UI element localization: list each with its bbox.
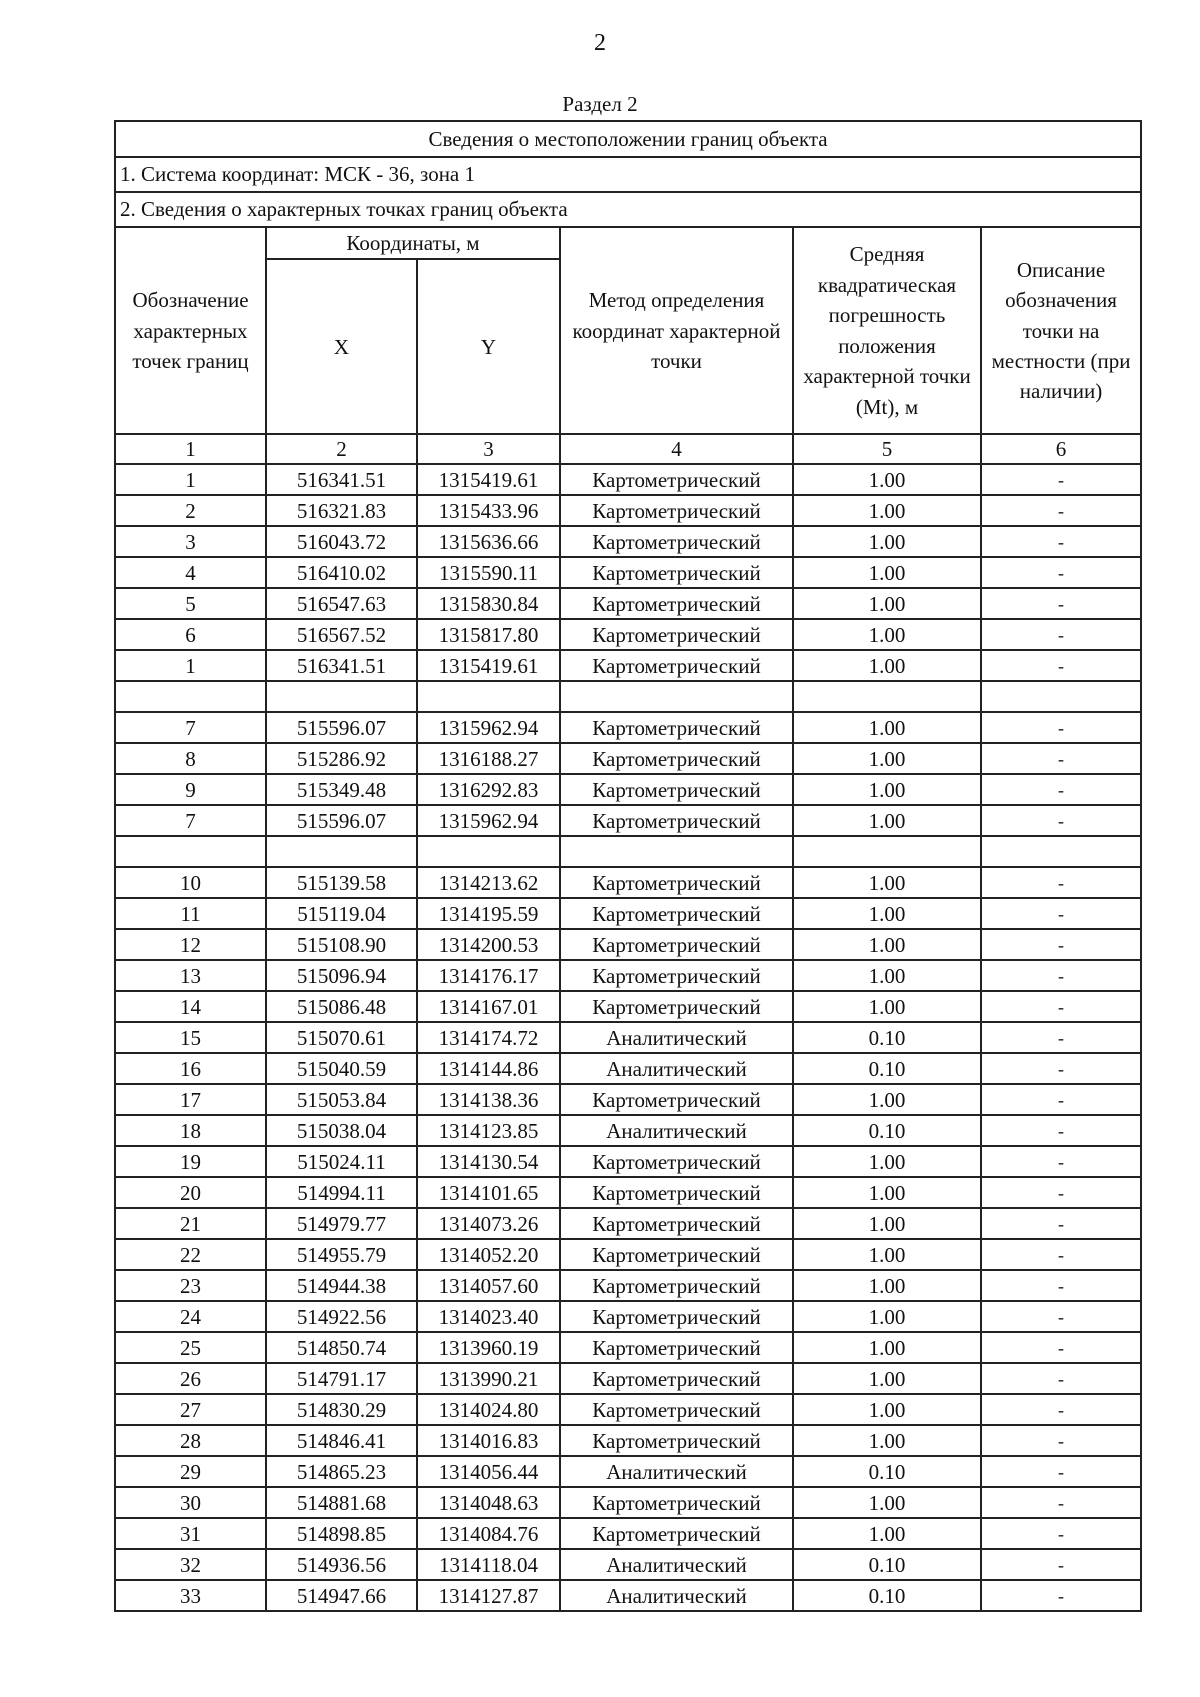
error-mt: 1.00 (793, 898, 981, 929)
description: - (981, 1518, 1141, 1549)
coord-y: 1315830.84 (417, 588, 560, 619)
description: - (981, 1425, 1141, 1456)
coord-x: 514922.56 (266, 1301, 417, 1332)
method: Картометрический (560, 1394, 793, 1425)
error-mt: 1.00 (793, 557, 981, 588)
coord-y: 1314130.54 (417, 1146, 560, 1177)
method: Аналитический (560, 1580, 793, 1611)
error-mt: 1.00 (793, 805, 981, 836)
description: - (981, 1239, 1141, 1270)
table-row (115, 495, 1141, 526)
table-row (115, 1053, 1141, 1084)
point-id: 8 (115, 743, 266, 774)
table-row (115, 588, 1141, 619)
coord-y: 1314057.60 (417, 1270, 560, 1301)
coord-x: 515070.61 (266, 1022, 417, 1053)
coord-x: 515286.92 (266, 743, 417, 774)
points-section-row (115, 192, 1141, 227)
description: - (981, 1456, 1141, 1487)
point-id: 17 (115, 1084, 266, 1115)
coord-x: 514947.66 (266, 1580, 417, 1611)
description: - (981, 1580, 1141, 1611)
error-mt: 1.00 (793, 495, 981, 526)
table-row (115, 960, 1141, 991)
method: Картометрический (560, 712, 793, 743)
method: Картометрический (560, 588, 793, 619)
coord-x: 516043.72 (266, 526, 417, 557)
method: Картометрический (560, 898, 793, 929)
coord-y: 1316188.27 (417, 743, 560, 774)
point-id: 27 (115, 1394, 266, 1425)
coord-y: 1314084.76 (417, 1518, 560, 1549)
table-row (115, 929, 1141, 960)
method: Картометрический (560, 1518, 793, 1549)
coord-x: 515139.58 (266, 867, 417, 898)
description: - (981, 929, 1141, 960)
coord-y: 1313960.19 (417, 1332, 560, 1363)
table-row (115, 1177, 1141, 1208)
method: Картометрический (560, 495, 793, 526)
table-row (115, 1332, 1141, 1363)
description: - (981, 1146, 1141, 1177)
error-mt: 0.10 (793, 1549, 981, 1580)
coord-y: 1314127.87 (417, 1580, 560, 1611)
coord-x: 516410.02 (266, 557, 417, 588)
header-method: Метод определения координат характерной точки (560, 227, 793, 434)
coord-y: 1315433.96 (417, 495, 560, 526)
description: - (981, 650, 1141, 681)
point-id: 29 (115, 1456, 266, 1487)
table-row (115, 557, 1141, 588)
point-id: 7 (115, 712, 266, 743)
coord-x: 515596.07 (266, 805, 417, 836)
description: - (981, 1332, 1141, 1363)
coord-y: 1314101.65 (417, 1177, 560, 1208)
coord-x: 514979.77 (266, 1208, 417, 1239)
error-mt: 1.00 (793, 1084, 981, 1115)
point-id: 9 (115, 774, 266, 805)
error-mt: 1.00 (793, 526, 981, 557)
column-number: 2 (266, 434, 417, 464)
point-id: 1 (115, 464, 266, 495)
method: Аналитический (560, 1456, 793, 1487)
coord-y: 1314073.26 (417, 1208, 560, 1239)
point-id: 3 (115, 526, 266, 557)
table-row (115, 1363, 1141, 1394)
page-number: 2 (594, 30, 606, 56)
table-row (115, 1456, 1141, 1487)
error-mt: 1.00 (793, 1208, 981, 1239)
column-number: 6 (981, 434, 1141, 464)
coord-x: 514994.11 (266, 1177, 417, 1208)
coord-y: 1313990.21 (417, 1363, 560, 1394)
coord-x: 514846.41 (266, 1425, 417, 1456)
table-row (115, 619, 1141, 650)
description: - (981, 557, 1141, 588)
coord-x: 515024.11 (266, 1146, 417, 1177)
table-row (115, 1518, 1141, 1549)
description: - (981, 1053, 1141, 1084)
table-row (115, 1022, 1141, 1053)
method: Картометрический (560, 867, 793, 898)
point-id: 10 (115, 867, 266, 898)
coord-x: 516341.51 (266, 464, 417, 495)
method: Картометрический (560, 774, 793, 805)
description: - (981, 464, 1141, 495)
error-mt: 1.00 (793, 1146, 981, 1177)
coord-x: 515038.04 (266, 1115, 417, 1146)
table-row (115, 1270, 1141, 1301)
table-row (115, 867, 1141, 898)
header-row-1 (115, 227, 1141, 259)
coord-x: 516341.51 (266, 650, 417, 681)
coord-x: 515040.59 (266, 1053, 417, 1084)
method: Аналитический (560, 1549, 793, 1580)
description: - (981, 526, 1141, 557)
coord-system: 1. Система координат: МСК - 36, зона 1 (115, 157, 1141, 192)
point-id: 24 (115, 1301, 266, 1332)
method: Картометрический (560, 1208, 793, 1239)
header-description: Описание обозначения точки на местности (при наличии) (981, 227, 1141, 434)
description: - (981, 1363, 1141, 1394)
description: - (981, 1270, 1141, 1301)
table-row (115, 1394, 1141, 1425)
description: - (981, 1301, 1141, 1332)
description: - (981, 960, 1141, 991)
description (981, 836, 1141, 867)
coord-x: 514830.29 (266, 1394, 417, 1425)
coord-x: 514881.68 (266, 1487, 417, 1518)
error-mt: 1.00 (793, 1270, 981, 1301)
description: - (981, 774, 1141, 805)
header-coords: Координаты, м (266, 227, 560, 259)
method: Картометрический (560, 960, 793, 991)
error-mt: 1.00 (793, 1301, 981, 1332)
coord-x: 514944.38 (266, 1270, 417, 1301)
point-id: 1 (115, 650, 266, 681)
point-id: 5 (115, 588, 266, 619)
method: Картометрический (560, 805, 793, 836)
point-id: 13 (115, 960, 266, 991)
description: - (981, 1022, 1141, 1053)
error-mt: 1.00 (793, 712, 981, 743)
description: - (981, 743, 1141, 774)
point-id: 18 (115, 1115, 266, 1146)
method: Картометрический (560, 1146, 793, 1177)
table-row (115, 991, 1141, 1022)
point-id: 20 (115, 1177, 266, 1208)
error-mt: 0.10 (793, 1115, 981, 1146)
coord-y: 1314200.53 (417, 929, 560, 960)
coord-x: 514955.79 (266, 1239, 417, 1270)
coord-x (266, 836, 417, 867)
table-row (115, 1487, 1141, 1518)
coord-x: 515096.94 (266, 960, 417, 991)
point-id: 28 (115, 1425, 266, 1456)
header-y: Y (417, 259, 560, 434)
coord-x: 514865.23 (266, 1456, 417, 1487)
error-mt (793, 836, 981, 867)
error-mt: 1.00 (793, 1487, 981, 1518)
description: - (981, 712, 1141, 743)
description: - (981, 588, 1141, 619)
method: Картометрический (560, 929, 793, 960)
column-numbers-row (115, 434, 1141, 464)
error-mt: 0.10 (793, 1053, 981, 1084)
method: Картометрический (560, 991, 793, 1022)
table-row (115, 1084, 1141, 1115)
method: Картометрический (560, 619, 793, 650)
method: Картометрический (560, 526, 793, 557)
table-row (115, 805, 1141, 836)
point-id: 25 (115, 1332, 266, 1363)
error-mt: 1.00 (793, 1332, 981, 1363)
coord-x: 514850.74 (266, 1332, 417, 1363)
table-row (115, 743, 1141, 774)
coord-y: 1314118.04 (417, 1549, 560, 1580)
error-mt: 1.00 (793, 588, 981, 619)
coord-y: 1315590.11 (417, 557, 560, 588)
point-id: 7 (115, 805, 266, 836)
column-number: 4 (560, 434, 793, 464)
description: - (981, 1487, 1141, 1518)
method: Картометрический (560, 743, 793, 774)
error-mt: 1.00 (793, 650, 981, 681)
coord-y: 1314174.72 (417, 1022, 560, 1053)
error-mt: 1.00 (793, 991, 981, 1022)
description (981, 681, 1141, 712)
coord-y: 1315962.94 (417, 712, 560, 743)
point-id: 26 (115, 1363, 266, 1394)
coord-y: 1314048.63 (417, 1487, 560, 1518)
table-title-row (115, 121, 1141, 157)
error-mt: 1.00 (793, 1177, 981, 1208)
method: Картометрический (560, 1177, 793, 1208)
coord-y: 1314167.01 (417, 991, 560, 1022)
section-title: Раздел 2 (562, 92, 638, 116)
method: Аналитический (560, 1022, 793, 1053)
coord-x: 514898.85 (266, 1518, 417, 1549)
error-mt: 1.00 (793, 464, 981, 495)
table-row (115, 1115, 1141, 1146)
table-title: Сведения о местоположении границ объекта (115, 121, 1141, 157)
error-mt: 1.00 (793, 1394, 981, 1425)
description: - (981, 867, 1141, 898)
coord-x: 515349.48 (266, 774, 417, 805)
table-row (115, 526, 1141, 557)
coord-y: 1315419.61 (417, 650, 560, 681)
coord-x: 516321.83 (266, 495, 417, 526)
description: - (981, 619, 1141, 650)
error-mt: 1.00 (793, 774, 981, 805)
coord-y: 1315419.61 (417, 464, 560, 495)
method (560, 681, 793, 712)
method: Аналитический (560, 1053, 793, 1084)
table-row (115, 1146, 1141, 1177)
table-row (115, 464, 1141, 495)
coord-x: 515108.90 (266, 929, 417, 960)
coord-y: 1314195.59 (417, 898, 560, 929)
error-mt: 1.00 (793, 1425, 981, 1456)
point-id (115, 681, 266, 712)
coord-x: 514936.56 (266, 1549, 417, 1580)
coord-x: 515053.84 (266, 1084, 417, 1115)
method: Картометрический (560, 1270, 793, 1301)
description: - (981, 898, 1141, 929)
description: - (981, 495, 1141, 526)
point-id: 11 (115, 898, 266, 929)
coord-y: 1314123.85 (417, 1115, 560, 1146)
point-id: 2 (115, 495, 266, 526)
column-number: 1 (115, 434, 266, 464)
coord-x: 514791.17 (266, 1363, 417, 1394)
method: Картометрический (560, 1084, 793, 1115)
coord-x: 516547.63 (266, 588, 417, 619)
method: Картометрический (560, 1425, 793, 1456)
error-mt: 0.10 (793, 1456, 981, 1487)
error-mt: 1.00 (793, 619, 981, 650)
coord-y (417, 836, 560, 867)
error-mt: 1.00 (793, 1239, 981, 1270)
coord-x: 515086.48 (266, 991, 417, 1022)
error-mt: 1.00 (793, 929, 981, 960)
coord-x: 515596.07 (266, 712, 417, 743)
error-mt (793, 681, 981, 712)
column-number: 3 (417, 434, 560, 464)
coord-y: 1314016.83 (417, 1425, 560, 1456)
description: - (981, 1084, 1141, 1115)
column-number: 5 (793, 434, 981, 464)
table-row (115, 774, 1141, 805)
header-error: Средняя квадратическая погрешность положения характерной точки (Mt), м (793, 227, 981, 434)
header-designation: Обозначение характерных точек границ (115, 227, 266, 434)
coord-y: 1314056.44 (417, 1456, 560, 1487)
coord-y: 1314213.62 (417, 867, 560, 898)
coord-y: 1314023.40 (417, 1301, 560, 1332)
error-mt: 1.00 (793, 960, 981, 991)
coord-y: 1316292.83 (417, 774, 560, 805)
error-mt: 1.00 (793, 1518, 981, 1549)
point-id: 33 (115, 1580, 266, 1611)
point-id: 22 (115, 1239, 266, 1270)
table-row (115, 898, 1141, 929)
point-id: 31 (115, 1518, 266, 1549)
point-id: 4 (115, 557, 266, 588)
method: Картометрический (560, 1487, 793, 1518)
description: - (981, 805, 1141, 836)
table-row (115, 1301, 1141, 1332)
boundary-points-table (114, 120, 1142, 1612)
coord-y (417, 681, 560, 712)
description: - (981, 1115, 1141, 1146)
table-row (115, 836, 1141, 867)
table-row (115, 1208, 1141, 1239)
error-mt: 0.10 (793, 1580, 981, 1611)
table-row (115, 681, 1141, 712)
coord-y: 1314176.17 (417, 960, 560, 991)
table-row (115, 712, 1141, 743)
coord-x: 516567.52 (266, 619, 417, 650)
method: Картометрический (560, 1301, 793, 1332)
method: Картометрический (560, 557, 793, 588)
coord-y: 1314052.20 (417, 1239, 560, 1270)
coord-x (266, 681, 417, 712)
coord-y: 1314144.86 (417, 1053, 560, 1084)
table-row (115, 1425, 1141, 1456)
header-x: X (266, 259, 417, 434)
point-id: 23 (115, 1270, 266, 1301)
method: Картометрический (560, 1332, 793, 1363)
coord-y: 1314138.36 (417, 1084, 560, 1115)
coord-y: 1315817.80 (417, 619, 560, 650)
description: - (981, 991, 1141, 1022)
coord-y: 1314024.80 (417, 1394, 560, 1425)
point-id: 14 (115, 991, 266, 1022)
points-section: 2. Сведения о характерных точках границ объекта (115, 192, 1141, 227)
point-id (115, 836, 266, 867)
coord-x: 515119.04 (266, 898, 417, 929)
point-id: 6 (115, 619, 266, 650)
point-id: 15 (115, 1022, 266, 1053)
method: Картометрический (560, 650, 793, 681)
table-row (115, 650, 1141, 681)
description: - (981, 1177, 1141, 1208)
point-id: 16 (115, 1053, 266, 1084)
error-mt: 1.00 (793, 1363, 981, 1394)
table-row (115, 1580, 1141, 1611)
point-id: 21 (115, 1208, 266, 1239)
coord-y: 1315636.66 (417, 526, 560, 557)
coord-system-row (115, 157, 1141, 192)
table-row (115, 1239, 1141, 1270)
point-id: 30 (115, 1487, 266, 1518)
point-id: 12 (115, 929, 266, 960)
method: Картометрический (560, 464, 793, 495)
error-mt: 1.00 (793, 743, 981, 774)
description: - (981, 1208, 1141, 1239)
method (560, 836, 793, 867)
point-id: 32 (115, 1549, 266, 1580)
description: - (981, 1394, 1141, 1425)
method: Картометрический (560, 1363, 793, 1394)
coord-y: 1315962.94 (417, 805, 560, 836)
method: Аналитический (560, 1115, 793, 1146)
method: Картометрический (560, 1239, 793, 1270)
table-row (115, 1549, 1141, 1580)
description: - (981, 1549, 1141, 1580)
error-mt: 0.10 (793, 1022, 981, 1053)
point-id: 19 (115, 1146, 266, 1177)
error-mt: 1.00 (793, 867, 981, 898)
